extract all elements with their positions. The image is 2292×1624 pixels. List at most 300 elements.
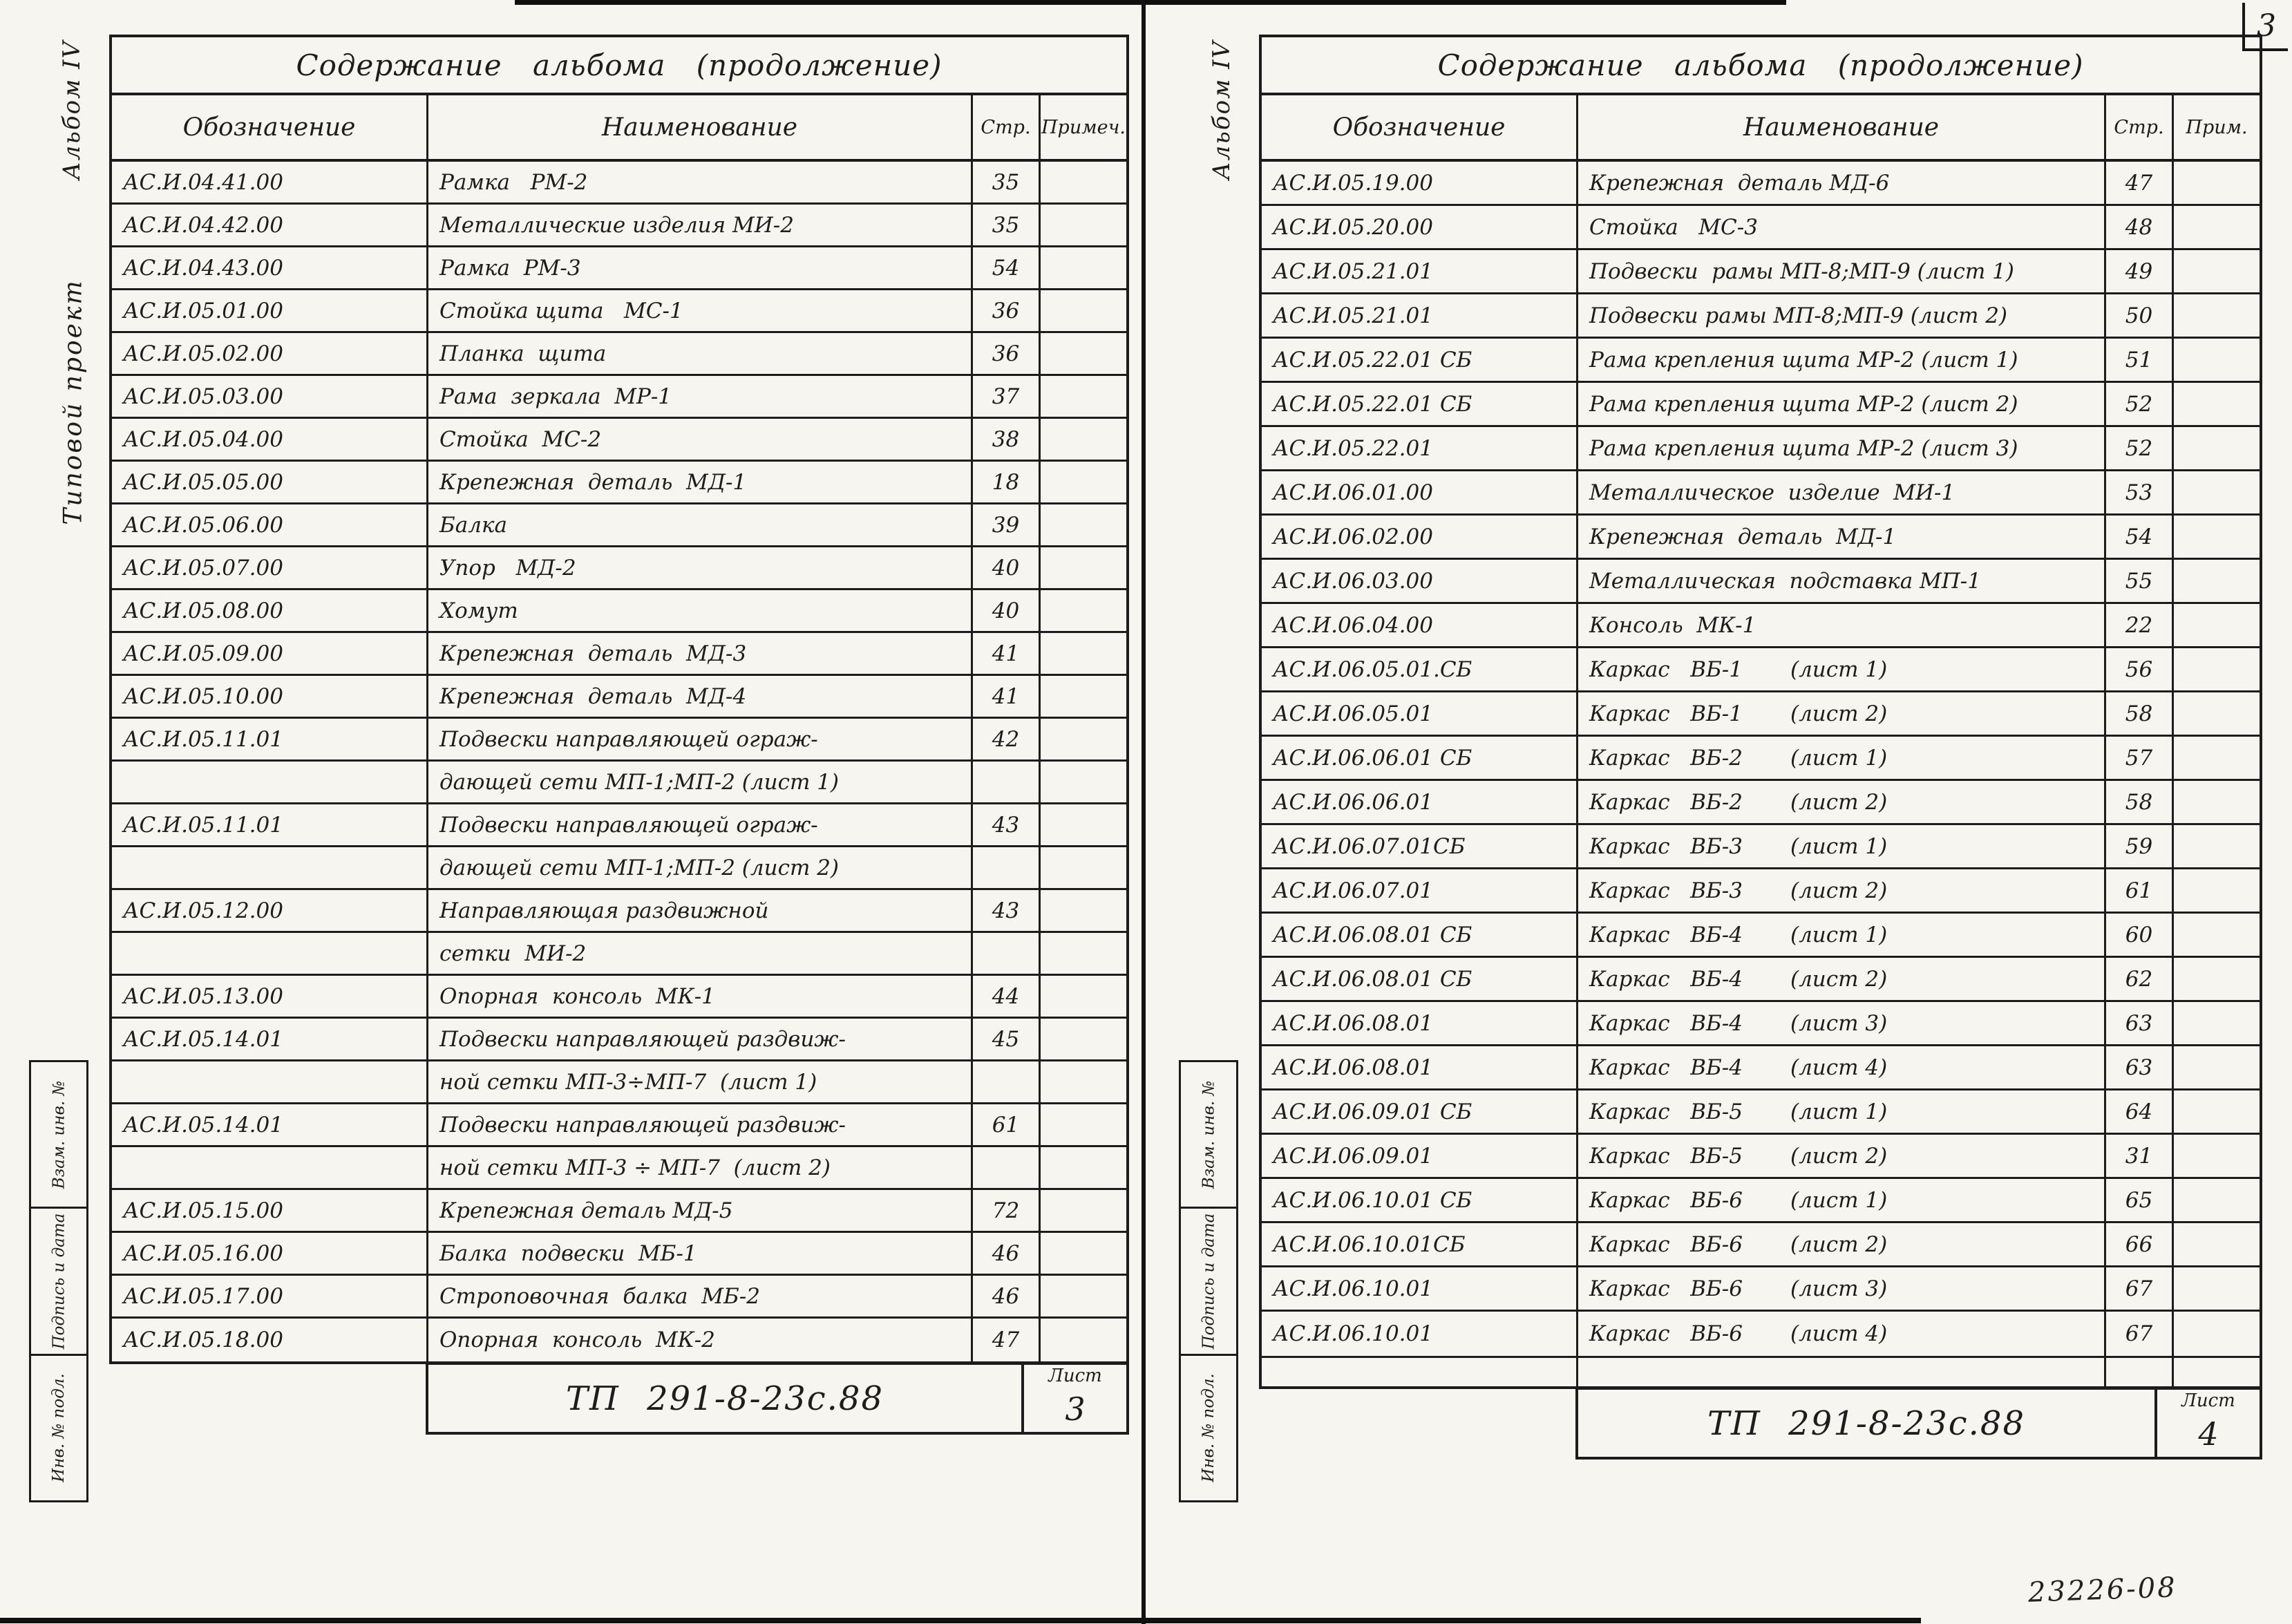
cell-note (1041, 376, 1126, 417)
cell-name: Упор МД-2 (428, 547, 973, 588)
cell-page: 31 (2106, 1135, 2174, 1177)
table-row (1262, 914, 2260, 958)
cell-designation: АС.И.06.06.01 (1262, 781, 1578, 823)
contents-table-right (1259, 95, 2262, 1389)
cell-designation: АС.И.05.12.00 (112, 890, 428, 931)
cell-page: 37 (973, 376, 1041, 417)
cell-name: Каркас ВБ-1 (лист 2) (1578, 692, 2106, 735)
cell-name: Каркас ВБ-3 (лист 1) (1578, 825, 2106, 867)
handwritten-inventory-code: 23226-08 (2027, 1571, 2178, 1609)
table-row (1262, 781, 2260, 825)
cell-note (1041, 205, 1126, 245)
cell-note (1041, 633, 1126, 674)
cell-note (1041, 162, 1126, 202)
table-row (112, 976, 1126, 1019)
cell-name: Каркас ВБ-6 (лист 4) (1578, 1312, 2106, 1356)
cell-designation: АС.И.06.09.01 (1262, 1135, 1578, 1177)
cell-name: Каркас ВБ-4 (лист 4) (1578, 1046, 2106, 1088)
cell-note (1041, 847, 1126, 888)
cell-designation: АС.И.05.16.00 (112, 1233, 428, 1274)
empty-cell (2174, 1358, 2260, 1386)
cell-designation: АС.И.05.21.01 (1262, 294, 1578, 337)
cell-name: Крепежная деталь МД-6 (1578, 162, 2106, 204)
page-right (1171, 25, 2265, 1502)
cell-name: Каркас ВБ-5 (лист 2) (1578, 1135, 2106, 1177)
cell-name: Металлические изделия МИ-2 (428, 205, 973, 245)
cell-name: Металлическая подставка МП-1 (1578, 560, 2106, 602)
cell-designation: АС.И.06.03.00 (1262, 560, 1578, 602)
cell-note (2174, 250, 2260, 292)
cell-note (1041, 1233, 1126, 1274)
cell-page: 41 (973, 633, 1041, 674)
cell-page: 57 (2106, 737, 2174, 779)
cell-designation: АС.И.05.11.01 (112, 804, 428, 845)
table-row (1262, 1267, 2260, 1312)
cell-page (973, 762, 1041, 802)
table-row (112, 847, 1126, 890)
cell-page: 48 (2106, 206, 2174, 248)
cell-name: Подвески направляющей раздвиж- (428, 1104, 973, 1145)
cell-name: Опорная консоль МК-2 (428, 1319, 973, 1361)
cell-name: Подвески направляющей раздвиж- (428, 1019, 973, 1059)
cell-page: 47 (2106, 162, 2174, 204)
cell-page: 36 (973, 290, 1041, 331)
table-row (112, 762, 1126, 804)
cell-name: Крепежная деталь МД-4 (428, 676, 973, 717)
table-header-row-right (1262, 95, 2260, 162)
header-note: Прим. (2186, 116, 2248, 138)
cell-designation: АС.И.05.14.01 (112, 1019, 428, 1059)
cell-designation (112, 1147, 428, 1188)
table-row (1262, 737, 2260, 781)
cell-name: Балка (428, 504, 973, 545)
cell-page: 42 (973, 719, 1041, 759)
project-type-label-text: Типовой проект (59, 278, 88, 525)
page-title-right: Содержание альбома (продолжение) (1259, 35, 2262, 95)
cell-note (2174, 1312, 2260, 1356)
table-row (1262, 162, 2260, 206)
cell-note (1041, 333, 1126, 374)
cell-name: сетки МИ-2 (428, 933, 973, 974)
cell-note (1041, 1319, 1126, 1361)
table-row (112, 890, 1126, 933)
table-row (1262, 604, 2260, 648)
document-code-left: ТП 291-8-23с.88 (565, 1379, 884, 1418)
cell-name: Стойка МС-2 (428, 419, 973, 460)
table-row (1262, 560, 2260, 604)
title-block-right (1575, 1386, 2262, 1460)
cell-name: Каркас ВБ-4 (лист 1) (1578, 914, 2106, 956)
table-row (1262, 1046, 2260, 1090)
page-left (21, 25, 1132, 1502)
table-row (1262, 825, 2260, 869)
side-stamp-cell-inv-podl (1181, 1354, 1236, 1500)
side-stamp-label: Инв. № подл. (1200, 1373, 1218, 1483)
header-name: Наименование (1578, 95, 2106, 159)
cell-page: 56 (2106, 648, 2174, 690)
cell-name: Каркас ВБ-6 (лист 2) (1578, 1223, 2106, 1265)
cell-name: Крепежная деталь МД-1 (1578, 516, 2106, 558)
left-page-margin-strip (21, 25, 108, 1502)
cell-name: Опорная консоль МК-1 (428, 976, 973, 1017)
contents-table-area-right (1259, 35, 2262, 1460)
table-row (112, 547, 1126, 590)
cell-note (1041, 1104, 1126, 1145)
cell-designation: АС.И.05.19.00 (1262, 162, 1578, 204)
table-row (112, 1061, 1126, 1104)
cell-note (1041, 1276, 1126, 1316)
cell-designation: АС.И.05.09.00 (112, 633, 428, 674)
cell-name: Планка щита (428, 333, 973, 374)
cell-name: ной сетки МП-3 ÷ МП-7 (лист 2) (428, 1147, 973, 1188)
cell-designation: АС.И.05.04.00 (112, 419, 428, 460)
table-row (1262, 471, 2260, 516)
cell-note (2174, 737, 2260, 779)
cell-note (1041, 804, 1126, 845)
album-label-text: Альбом IV (1208, 39, 1235, 180)
page-separator-line (1142, 0, 1146, 1624)
cell-page: 55 (2106, 560, 2174, 602)
cell-name: Подвески направляющей ограж- (428, 719, 973, 759)
cell-name: Рамка РМ-2 (428, 162, 973, 202)
table-row (112, 933, 1126, 976)
cell-page: 46 (973, 1276, 1041, 1316)
side-stamp-cell-vzam-inv (1181, 1062, 1236, 1207)
cell-designation: АС.И.05.10.00 (112, 676, 428, 717)
cell-note (2174, 516, 2260, 558)
cell-name: Подвески рамы МП-8;МП-9 (лист 2) (1578, 294, 2106, 337)
cell-note (2174, 383, 2260, 425)
cell-note (1041, 419, 1126, 460)
table-row (1262, 250, 2260, 294)
cell-note (1041, 462, 1126, 502)
cell-designation: АС.И.06.01.00 (1262, 471, 1578, 513)
cell-note (2174, 914, 2260, 956)
table-row (112, 1190, 1126, 1233)
cell-note (1041, 762, 1126, 802)
cell-designation: АС.И.06.05.01.СБ (1262, 648, 1578, 690)
cell-designation: АС.И.04.42.00 (112, 205, 428, 245)
cell-note (2174, 1267, 2260, 1310)
cell-note (1041, 1190, 1126, 1231)
cell-note (2174, 825, 2260, 867)
cell-designation: АС.И.05.22.01 СБ (1262, 383, 1578, 425)
cell-designation: АС.И.06.08.01 СБ (1262, 914, 1578, 956)
header-name: Наименование (428, 95, 973, 159)
cell-note (1041, 933, 1126, 974)
table-row (1262, 692, 2260, 737)
cell-designation: АС.И.06.08.01 СБ (1262, 958, 1578, 1000)
cell-note (2174, 1223, 2260, 1265)
table-row (112, 290, 1126, 333)
cell-page: 39 (973, 504, 1041, 545)
scan-edge-bottom (0, 1618, 1921, 1623)
cell-note (1041, 590, 1126, 631)
right-page-margin-strip (1171, 25, 1258, 1502)
cell-designation: АС.И.05.02.00 (112, 333, 428, 374)
sheet-label: Лист (2181, 1390, 2235, 1411)
cell-designation (112, 847, 428, 888)
cell-page: 51 (2106, 339, 2174, 381)
cell-page: 61 (2106, 869, 2174, 912)
cell-page: 52 (2106, 383, 2174, 425)
table-row (1262, 648, 2260, 692)
cell-page: 43 (973, 890, 1041, 931)
album-label (1190, 30, 1253, 189)
side-stamp-cell-podpis-data (1181, 1207, 1236, 1353)
cell-name: Крепежная деталь МД-5 (428, 1190, 973, 1231)
empty-cell (2106, 1358, 2174, 1386)
cell-page: 41 (973, 676, 1041, 717)
cell-page: 46 (973, 1233, 1041, 1274)
cell-page (973, 847, 1041, 888)
table-row (112, 719, 1126, 762)
cell-page: 36 (973, 333, 1041, 374)
cell-name: Строповочная балка МБ-2 (428, 1276, 973, 1316)
cell-designation: АС.И.06.10.01 СБ (1262, 1179, 1578, 1221)
cell-name: Рама крепления щита МР-2 (лист 2) (1578, 383, 2106, 425)
cell-name: Подвески рамы МП-8;МП-9 (лист 1) (1578, 250, 2106, 292)
cell-designation: АС.И.06.09.01 СБ (1262, 1090, 1578, 1133)
cell-page: 38 (973, 419, 1041, 460)
cell-designation: АС.И.05.03.00 (112, 376, 428, 417)
sheet-number: 3 (1065, 1390, 1086, 1428)
side-stamp-label: Инв. № подл. (50, 1373, 68, 1483)
sheet-number: 4 (2198, 1415, 2219, 1453)
cell-name: дающей сети МП-1;МП-2 (лист 1) (428, 762, 973, 802)
cell-page: 40 (973, 547, 1041, 588)
title-block-left (426, 1361, 1129, 1435)
table-body-left (112, 162, 1126, 1361)
cell-page: 22 (2106, 604, 2174, 646)
cell-page: 61 (973, 1104, 1041, 1145)
table-row (1262, 1312, 2260, 1356)
side-stamp-label: Подпись и дата (1200, 1213, 1218, 1350)
table-row (1262, 1223, 2260, 1267)
cell-name: Каркас ВБ-6 (лист 1) (1578, 1179, 2106, 1221)
side-stamp-cells (1179, 1060, 1238, 1502)
side-stamp-label: Взам. инв. № (1200, 1080, 1218, 1189)
cell-note (2174, 604, 2260, 646)
cell-name: Каркас ВБ-3 (лист 2) (1578, 869, 2106, 912)
cell-note (2174, 206, 2260, 248)
table-row (1262, 958, 2260, 1002)
cell-note (2174, 958, 2260, 1000)
cell-page: 50 (2106, 294, 2174, 337)
cell-page: 54 (2106, 516, 2174, 558)
cell-designation: АС.И.05.11.01 (112, 719, 428, 759)
cell-name: Каркас ВБ-5 (лист 1) (1578, 1090, 2106, 1133)
cell-page: 44 (973, 976, 1041, 1017)
cell-note (1041, 890, 1126, 931)
cell-name: Каркас ВБ-4 (лист 2) (1578, 958, 2106, 1000)
cell-designation (112, 1061, 428, 1102)
cell-page: 40 (973, 590, 1041, 631)
cell-designation: АС.И.05.08.00 (112, 590, 428, 631)
cell-page: 66 (2106, 1223, 2174, 1265)
cell-note (2174, 869, 2260, 912)
cell-name: Стойка МС-3 (1578, 206, 2106, 248)
cell-page: 58 (2106, 781, 2174, 823)
cell-name: Направляющая раздвижной (428, 890, 973, 931)
cell-name: Каркас ВБ-4 (лист 3) (1578, 1002, 2106, 1044)
cell-note (2174, 471, 2260, 513)
cell-note (1041, 1147, 1126, 1188)
table-row (112, 1104, 1126, 1147)
header-designation: Обозначение (1262, 95, 1578, 159)
side-stamp-cell-podpis-data (31, 1207, 86, 1353)
cell-name: ной сетки МП-3÷МП-7 (лист 1) (428, 1061, 973, 1102)
project-type-label (44, 253, 102, 550)
cell-note (2174, 339, 2260, 381)
cell-designation: АС.И.06.05.01 (1262, 692, 1578, 735)
empty-cell (1578, 1358, 2106, 1386)
cell-designation: АС.И.06.08.01 (1262, 1046, 1578, 1088)
table-row (112, 1319, 1126, 1361)
table-row (112, 676, 1126, 719)
cell-page: 72 (973, 1190, 1041, 1231)
cell-name: Рама зеркала МР-1 (428, 376, 973, 417)
cell-name: Каркас ВБ-2 (лист 2) (1578, 781, 2106, 823)
cell-note (2174, 692, 2260, 735)
cell-page: 65 (2106, 1179, 2174, 1221)
cell-name: Крепежная деталь МД-1 (428, 462, 973, 502)
cell-page: 63 (2106, 1002, 2174, 1044)
cell-designation: АС.И.06.04.00 (1262, 604, 1578, 646)
cell-designation: АС.И.05.21.01 (1262, 250, 1578, 292)
cell-name: Рама крепления щита МР-2 (лист 1) (1578, 339, 2106, 381)
cell-name: Консоль МК-1 (1578, 604, 2106, 646)
cell-note (2174, 162, 2260, 204)
table-row (1262, 516, 2260, 560)
table-row (112, 504, 1126, 547)
cell-note (1041, 1061, 1126, 1102)
cell-designation: АС.И.06.10.01 (1262, 1267, 1578, 1310)
header-designation: Обозначение (112, 95, 428, 159)
table-row (1262, 427, 2260, 471)
cell-page: 45 (973, 1019, 1041, 1059)
table-row (112, 590, 1126, 633)
cell-note (1041, 976, 1126, 1017)
table-row (1262, 383, 2260, 427)
table-body-right (1262, 162, 2260, 1356)
table-row (112, 1019, 1126, 1061)
cell-designation: АС.И.05.22.01 СБ (1262, 339, 1578, 381)
table-row (1262, 1002, 2260, 1046)
contents-table-left (109, 95, 1129, 1364)
side-stamp-cells (29, 1060, 88, 1502)
header-page: Стр. (2106, 95, 2174, 159)
cell-designation (112, 933, 428, 974)
cell-designation: АС.И.06.07.01 (1262, 869, 1578, 912)
cell-page: 59 (2106, 825, 2174, 867)
cell-page: 53 (2106, 471, 2174, 513)
sheet-number-cell-right (2154, 1390, 2260, 1457)
cell-note (2174, 1046, 2260, 1088)
cell-page: 67 (2106, 1267, 2174, 1310)
side-stamp-cell-inv-podl (31, 1354, 86, 1500)
table-row (1262, 869, 2260, 914)
cell-note (1041, 676, 1126, 717)
cell-note (1041, 290, 1126, 331)
cell-name: Рама крепления щита МР-2 (лист 3) (1578, 427, 2106, 469)
cell-designation: АС.И.05.14.01 (112, 1104, 428, 1145)
table-row (1262, 339, 2260, 383)
table-row (112, 1147, 1126, 1190)
cell-designation: АС.И.06.07.01СБ (1262, 825, 1578, 867)
table-row (1262, 1135, 2260, 1179)
cell-page: 63 (2106, 1046, 2174, 1088)
cell-page: 35 (973, 162, 1041, 202)
cell-designation: АС.И.06.10.01 (1262, 1312, 1578, 1356)
cell-page: 52 (2106, 427, 2174, 469)
table-row (1262, 294, 2260, 339)
cell-designation: АС.И.05.06.00 (112, 504, 428, 545)
cell-page: 67 (2106, 1312, 2174, 1356)
cell-name: Металлическое изделие МИ-1 (1578, 471, 2106, 513)
cell-designation: АС.И.05.20.00 (1262, 206, 1578, 248)
cell-note (2174, 648, 2260, 690)
cell-note (2174, 560, 2260, 602)
cell-designation: АС.И.04.41.00 (112, 162, 428, 202)
empty-cell (1262, 1358, 1578, 1386)
header-note: Примеч. (1041, 116, 1126, 138)
cell-note (2174, 1002, 2260, 1044)
cell-designation: АС.И.06.06.01 СБ (1262, 737, 1578, 779)
side-stamp-cell-vzam-inv (31, 1062, 86, 1207)
cell-note (1041, 719, 1126, 759)
table-row (112, 333, 1126, 376)
cell-page: 43 (973, 804, 1041, 845)
contents-table-area-left (109, 35, 1129, 1435)
table-row (112, 247, 1126, 290)
cell-note (2174, 427, 2260, 469)
cell-name: Подвески направляющей ограж- (428, 804, 973, 845)
cell-page: 54 (973, 247, 1041, 288)
cell-designation: АС.И.05.17.00 (112, 1276, 428, 1316)
cell-name: Каркас ВБ-1 (лист 1) (1578, 648, 2106, 690)
cell-note (2174, 781, 2260, 823)
cell-note (1041, 1019, 1126, 1059)
cell-name: Стойка щита МС-1 (428, 290, 973, 331)
cell-note (2174, 294, 2260, 337)
cell-note (2174, 1135, 2260, 1177)
header-page: Стр. (973, 95, 1041, 159)
cell-name: Хомут (428, 590, 973, 631)
table-empty-band (1262, 1356, 2260, 1386)
cell-note (1041, 547, 1126, 588)
cell-page: 58 (2106, 692, 2174, 735)
table-row (112, 1233, 1126, 1276)
cell-note (2174, 1090, 2260, 1133)
table-row (112, 804, 1126, 847)
cell-name: Каркас ВБ-6 (лист 3) (1578, 1267, 2106, 1310)
album-label-text: Альбом IV (58, 39, 86, 180)
cell-designation (112, 762, 428, 802)
cell-designation: АС.И.04.43.00 (112, 247, 428, 288)
cell-name: дающей сети МП-1;МП-2 (лист 2) (428, 847, 973, 888)
table-header-row-left (112, 95, 1126, 162)
cell-designation: АС.И.05.07.00 (112, 547, 428, 588)
cell-designation: АС.И.05.22.01 (1262, 427, 1578, 469)
side-stamp-label: Подпись и дата (50, 1213, 68, 1350)
sheet-corner-number: 3 (2257, 8, 2276, 44)
cell-designation: АС.И.05.05.00 (112, 462, 428, 502)
cell-name: Крепежная деталь МД-3 (428, 633, 973, 674)
cell-name: Каркас ВБ-2 (лист 1) (1578, 737, 2106, 779)
cell-page: 64 (2106, 1090, 2174, 1133)
table-row (112, 162, 1126, 205)
